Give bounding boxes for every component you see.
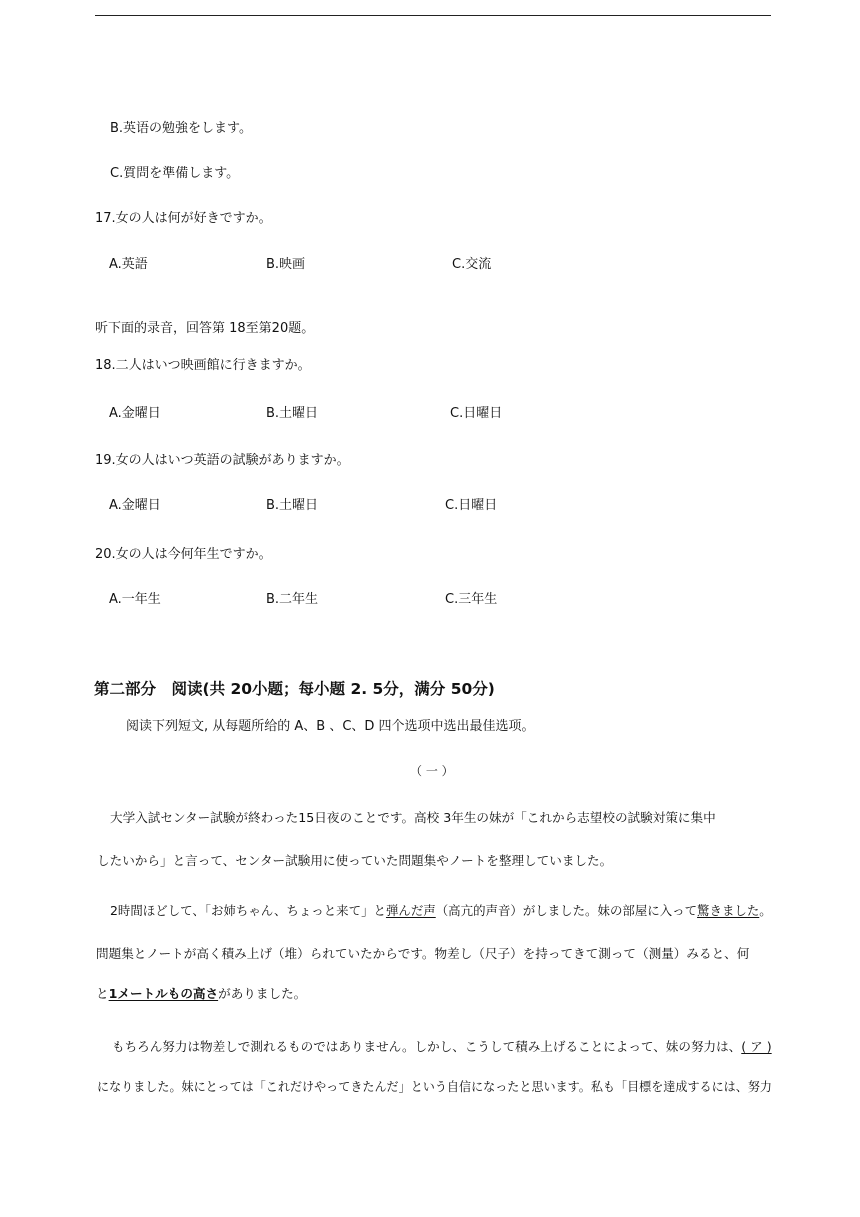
p2-text-c: 。 <box>759 903 772 918</box>
paragraph-2-line-1 <box>110 903 772 919</box>
p3-text-a: もちろん努力は物差しで測れるものではありません。しかし、こうして積み上げることによって、妹の努力は、 <box>112 1039 742 1054</box>
q20-option-c: C.三年生 <box>445 592 498 607</box>
q16-option-c: C.質問を準備します。 <box>110 166 240 181</box>
underlined-phrase-1: 弾んだ声 <box>385 903 436 918</box>
instruction-18-20: 听下面的录音，回答第 18至第20题。 <box>95 321 315 336</box>
p2-text-b: （高亢的声音）がしました。妹の部屋に入って <box>435 903 698 918</box>
q17-question: 17.女の人は何が好きですか。 <box>95 211 272 226</box>
q18-option-c: C.日曜日 <box>450 406 503 421</box>
q18-option-b: B.土曜日 <box>266 406 319 421</box>
paragraph-3-line-1 <box>112 1039 772 1055</box>
paragraph-1-line-2: したいから」と言って、センター試験用に使っていた問題集やノートを整理していました。 <box>97 853 613 868</box>
q20-option-b: B.二年生 <box>266 592 319 607</box>
header-rule <box>95 15 771 16</box>
paragraph-1-line-1: 大学入試センター試験が終わった15日夜のことです。高校 3年生の妹が「これから志望校の試験対策に集中 <box>110 810 716 825</box>
q18-option-a: A.金曜日 <box>109 406 161 421</box>
p2-line3-a: と <box>96 986 109 1001</box>
q20-option-a: A.一年生 <box>109 592 161 607</box>
paragraph-2-line-2: 問題集とノートが高く積み上げ（堆）られていたからです。物差し（尺子）を持ってきて測って（测量）みると、何 <box>96 946 750 961</box>
underlined-phrase-2: 驚きました <box>697 903 760 918</box>
q17-option-a: A.英語 <box>109 257 148 272</box>
passage-number: （ 一 ） <box>410 764 454 778</box>
q19-option-a: A.金曜日 <box>109 498 161 513</box>
blank-a: ( ア ) <box>741 1039 772 1054</box>
q19-question: 19.女の人はいつ英語の試験がありますか。 <box>95 453 350 468</box>
p2-line3-b: がありました。 <box>218 986 307 1001</box>
paragraph-2-line-3 <box>96 986 306 1002</box>
q19-option-b: B.土曜日 <box>266 498 319 513</box>
q17-option-b: B.映画 <box>266 257 306 272</box>
q19-option-c: C.日曜日 <box>445 498 498 513</box>
q16-option-b: B.英语の勉強をします。 <box>110 121 253 136</box>
paragraph-3-line-2: になりました。妹にとっては「これだけやってきたんだ」という自信になったと思います。私も「目標を達成するには、努力 <box>97 1079 772 1094</box>
reading-section-title: 第二部分 阅读(共 20小题；每小题 2. 5分，满分 50分) <box>94 680 495 698</box>
underlined-phrase-3: 1メートルもの高さ <box>108 986 219 1001</box>
q17-option-c: C.交流 <box>452 257 492 272</box>
q18-question: 18.二人はいつ映画館に行きますか。 <box>95 358 311 373</box>
q20-question: 20.女の人は今何年生ですか。 <box>95 547 272 562</box>
reading-instruction: 阅读下列短文, 从每题所给的 A、B 、C、D 四个选项中选出最佳选项。 <box>126 719 535 734</box>
p2-text-a: 2時間ほどして、「お姉ちゃん、ちょっと来て」と <box>110 903 386 918</box>
